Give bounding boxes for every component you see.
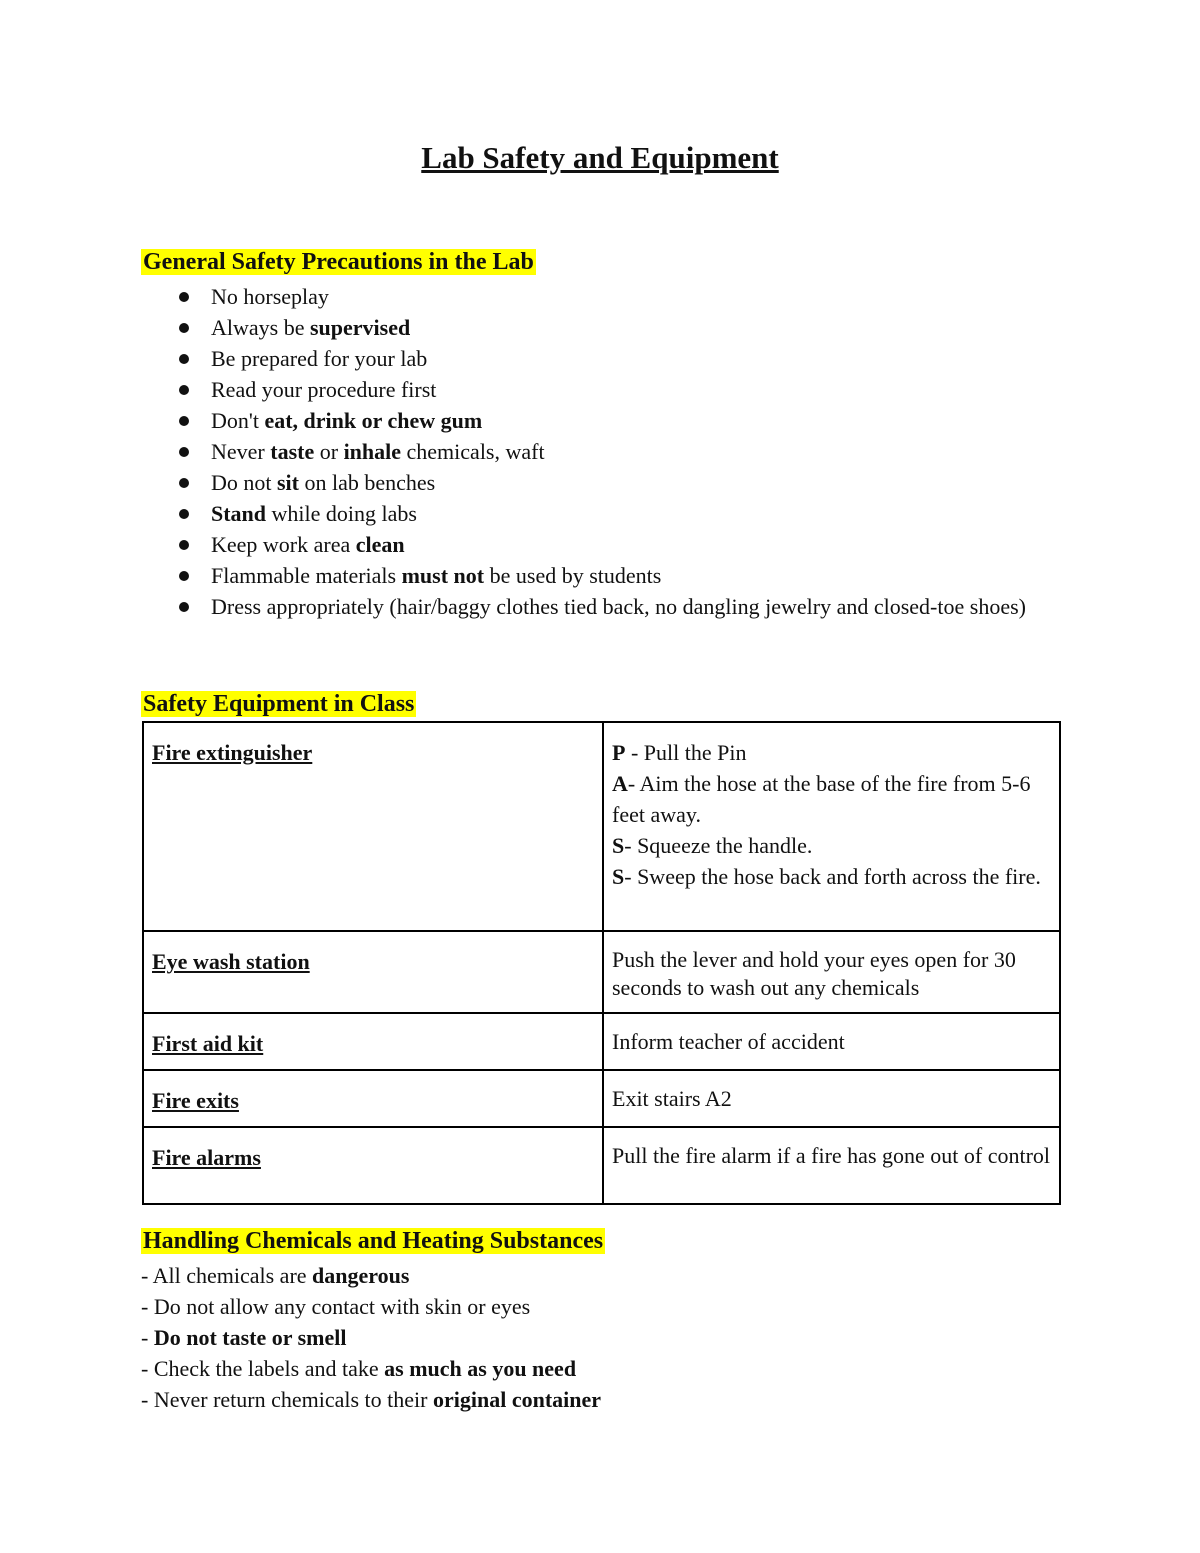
- list-item: [141, 591, 1041, 622]
- chemical-handling-list: [141, 1260, 601, 1415]
- list-item: [141, 436, 1041, 467]
- list-item: [141, 312, 1041, 343]
- instruction-line: [612, 1142, 1051, 1170]
- text-run: - Do not allow any contact with skin or eyes: [141, 1294, 531, 1319]
- bold-text: inhale: [343, 439, 402, 464]
- equipment-instructions: [603, 931, 1060, 1013]
- list-item: [141, 374, 1041, 405]
- bold-text: S: [612, 833, 625, 858]
- section-heading-chemicals: [141, 1226, 605, 1256]
- text-run: Exit stairs A2: [612, 1086, 732, 1111]
- instruction-line: [612, 830, 1051, 861]
- text-run: while doing labs: [266, 501, 417, 526]
- list-item: [141, 281, 1041, 312]
- table-row: [143, 1013, 1060, 1070]
- list-item: [141, 560, 1041, 591]
- safety-equipment-table: [142, 721, 1061, 1205]
- list-item: [141, 529, 1041, 560]
- text-run: - Aim the hose at the base of the fire from 5-6 feet away.: [612, 771, 1031, 827]
- text-run: - Pull the Pin: [625, 740, 747, 765]
- heading-highlight: General Safety Precautions in the Lab: [143, 249, 534, 275]
- text-run: Don't: [211, 408, 265, 433]
- bold-text: sit: [277, 470, 299, 495]
- text-run: - Squeeze the handle.: [624, 833, 813, 858]
- text-run: Pull the fire alarm if a fire has gone out of control: [612, 1143, 1051, 1168]
- text-run: Flammable materials: [211, 563, 402, 588]
- text-run: Push the lever and hold your eyes open for 30 seconds to wash out any chemicals: [612, 947, 1016, 1000]
- instruction-line: [612, 768, 1051, 830]
- equipment-name: Fire exits: [143, 1070, 603, 1127]
- list-item: [141, 405, 1041, 436]
- text-run: -: [141, 1325, 154, 1350]
- list-item: [141, 343, 1041, 374]
- table-row: [143, 1070, 1060, 1127]
- text-run: Read your procedure first: [211, 377, 437, 402]
- instruction-line: [612, 1085, 1051, 1113]
- list-item: [141, 498, 1041, 529]
- equipment-name: Fire extinguisher: [143, 722, 603, 931]
- text-run: Dress appropriately (hair/baggy clothes tied back, no dangling jewelry and closed-toe shoes): [211, 594, 1026, 619]
- list-item: [141, 1353, 601, 1384]
- equipment-instructions: [603, 1070, 1060, 1127]
- instruction-line: [612, 737, 1051, 768]
- bold-text: original container: [432, 1387, 602, 1412]
- page-title: Lab Safety and Equipment: [421, 140, 779, 175]
- text-run: No horseplay: [211, 284, 329, 309]
- list-item: [141, 1322, 601, 1353]
- list-item: [141, 467, 1041, 498]
- text-run: Always be: [211, 315, 310, 340]
- instruction-line: [612, 946, 1051, 1002]
- bold-text: clean: [355, 532, 405, 557]
- bold-text: Stand: [211, 501, 267, 526]
- heading-highlight: Handling Chemicals and Heating Substances: [143, 1228, 604, 1254]
- text-run: - Check the labels and take: [141, 1356, 385, 1381]
- instruction-line: [612, 1028, 1051, 1056]
- text-run: Inform teacher of accident: [612, 1029, 845, 1054]
- text-run: - All chemicals are: [141, 1263, 313, 1288]
- general-safety-list: [141, 281, 1041, 622]
- bold-text: Do not taste or smell: [153, 1325, 347, 1350]
- text-run: Keep work area: [211, 532, 356, 557]
- section-heading-general: [141, 247, 536, 277]
- bold-text: eat, drink or chew gum: [264, 408, 483, 433]
- equipment-instructions: [603, 722, 1060, 931]
- text-run: Be prepared for your lab: [211, 346, 428, 371]
- table-row: [143, 722, 1060, 931]
- bold-text: as much as you need: [384, 1356, 577, 1381]
- equipment-name: Eye wash station: [143, 931, 603, 1013]
- bold-text: dangerous: [312, 1263, 410, 1288]
- text-run: chemicals, waft: [401, 439, 545, 464]
- text-run: - Sweep the hose back and forth across the fire.: [624, 864, 1041, 889]
- bold-text: S: [612, 864, 625, 889]
- instruction-line: [612, 861, 1051, 892]
- text-run: Do not: [211, 470, 277, 495]
- text-run: or: [314, 439, 344, 464]
- text-run: be used by students: [484, 563, 662, 588]
- bold-text: P: [612, 740, 626, 765]
- bold-text: A: [612, 771, 628, 796]
- equipment-instructions: [603, 1127, 1060, 1204]
- list-item: [141, 1291, 601, 1322]
- bold-text: taste: [270, 439, 315, 464]
- equipment-instructions: [603, 1013, 1060, 1070]
- equipment-name: Fire alarms: [143, 1127, 603, 1204]
- list-item: [141, 1260, 601, 1291]
- heading-highlight: Safety Equipment in Class: [143, 691, 415, 717]
- equipment-name: First aid kit: [143, 1013, 603, 1070]
- text-run: on lab benches: [299, 470, 436, 495]
- text-run: Never: [211, 439, 271, 464]
- bold-text: must not: [401, 563, 485, 588]
- text-run: - Never return chemicals to their: [141, 1387, 433, 1412]
- bold-text: supervised: [309, 315, 411, 340]
- table-row: [143, 931, 1060, 1013]
- list-item: [141, 1384, 601, 1415]
- section-heading-equipment: [141, 689, 416, 719]
- table-row: [143, 1127, 1060, 1204]
